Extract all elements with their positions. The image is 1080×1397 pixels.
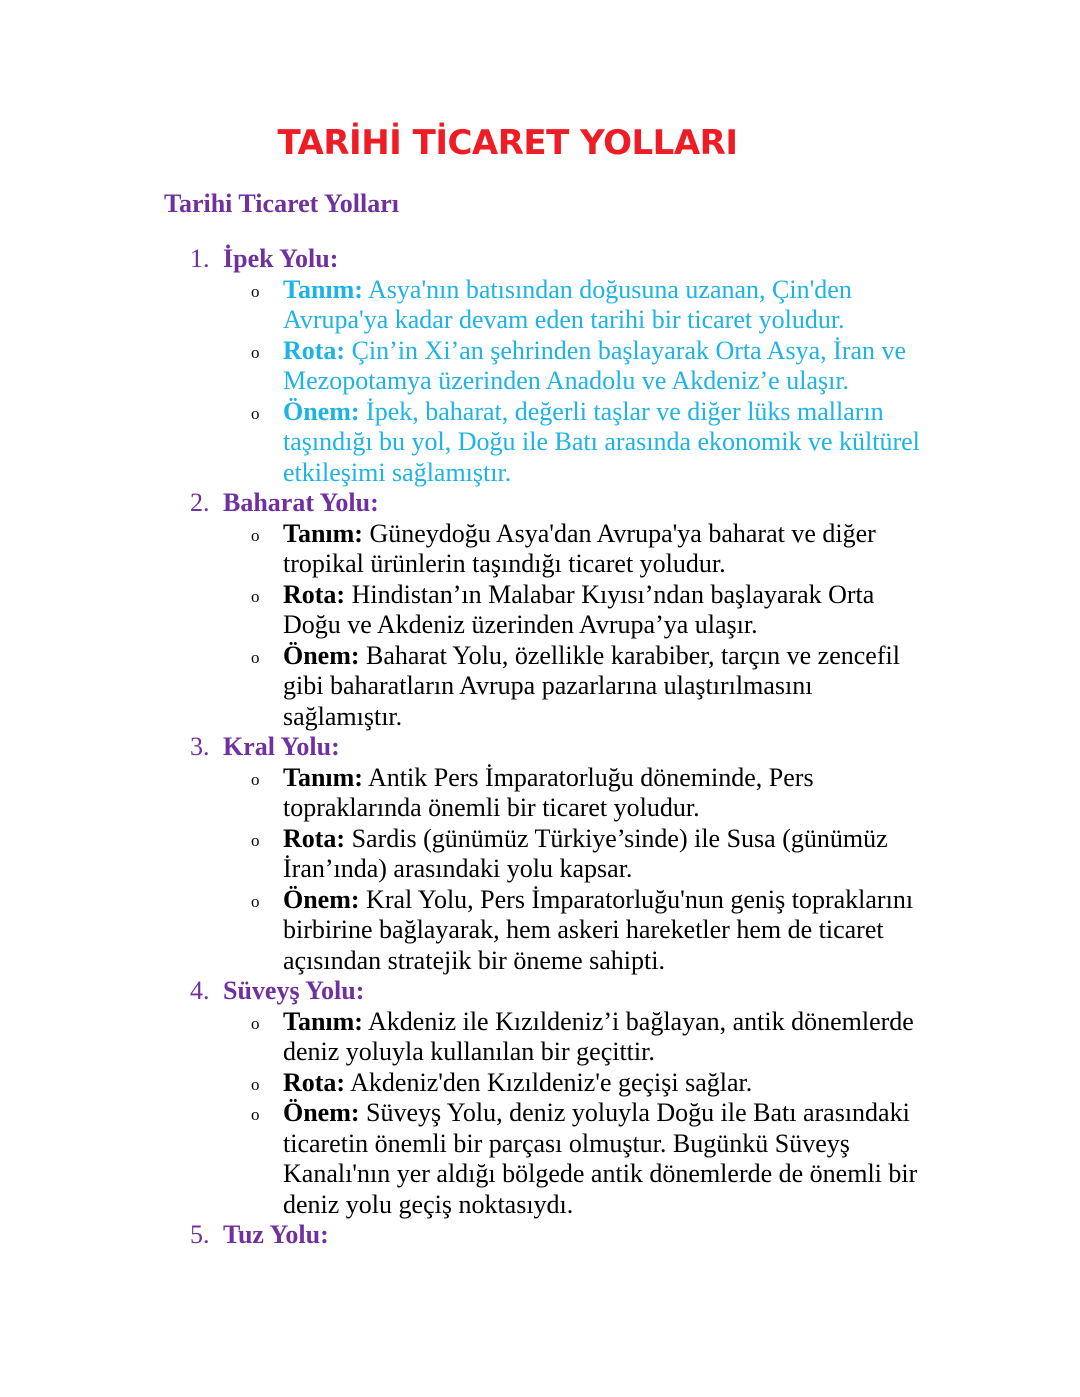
bullet-icon: o [251,586,260,606]
bullet-icon: o [251,342,260,362]
bullet-icon: o [251,647,260,667]
route-item [190,488,930,732]
detail-label: Önem: [283,640,360,670]
route-details [190,763,930,977]
detail-text: Baharat Yolu, özellikle karabiber, tarçın ve zencefil gibi baharatların Avrupa pazarlarına ulaştırılmasını sağlamıştır. [283,640,900,731]
bullet-icon: o [251,525,260,545]
detail-label: Rota: [283,335,346,365]
route-name: İpek Yolu: [223,244,339,273]
detail-text: Güneydoğu Asya'dan Avrupa'ya baharat ve diğer tropikal ürünlerin taşındığı ticaret yoludur. [283,518,876,578]
route-detail-importance [190,1098,930,1220]
route-name: Süveyş Yolu: [223,976,365,1005]
route-heading [190,976,930,1007]
detail-label: Tanım: [283,1006,363,1036]
route-item [190,244,930,488]
route-detail-definition [190,1007,930,1068]
detail-text: Asya'nın batısından doğusuna uzanan, Çin'den Avrupa'ya kadar devam eden tarihi bir ticaret yoludur. [283,274,852,334]
detail-text: Antik Pers İmparatorluğu döneminde, Pers topraklarında önemli bir ticaret yoludur. [283,762,814,822]
route-name: Tuz Yolu: [223,1220,329,1249]
trade-routes-list [190,244,930,1251]
route-detail-importance [190,641,930,733]
route-details [190,519,930,733]
route-number: 2. [190,488,210,517]
route-detail-importance [190,397,930,489]
route-number: 5. [190,1220,210,1249]
detail-text: Sardis (günümüz Türkiye’sinde) ile Susa (günümüz İran’ında) arasındaki yolu kapsar. [283,823,888,883]
bullet-icon: o [251,830,260,850]
route-item [190,732,930,976]
detail-text: Çin’in Xi’an şehrinden başlayarak Orta Asya, İran ve Mezopotamya üzerinden Anadolu ve Akdeniz’e ulaşır. [283,335,907,395]
detail-label: Tanım: [283,518,363,548]
bullet-icon: o [251,281,260,301]
bullet-icon: o [251,1074,260,1094]
route-detail-route [190,336,930,397]
route-number: 4. [190,976,210,1005]
detail-label: Rota: [283,823,346,853]
route-number: 3. [190,732,210,761]
detail-label: Önem: [283,1098,360,1127]
detail-text: İpek, baharat, değerli taşlar ve diğer lüks malların taşındığı bu yol, Doğu ile Batı arasında ekonomik ve kültürel etkileşimi sağlamıştır. [283,396,920,487]
detail-label: Tanım: [283,762,363,792]
route-heading [190,1220,930,1251]
detail-text: Hindistan’ın Malabar Kıyısı’ndan başlayarak Orta Doğu ve Akdeniz üzerinden Avrupa’ya ulaşır. [283,579,875,639]
detail-text: Süveyş Yolu, deniz yoluyla Doğu ile Batı arasındaki ticaretin önemli bir parçası olmuştur. Bugünkü Süveyş Kanalı'nın yer aldığı bölgede antik dönemlerde de önemli bir deniz yolu geçiş noktasıydı. [283,1098,918,1219]
section-title: Tarihi Ticaret Yolları [164,189,399,218]
route-name: Baharat Yolu: [223,488,379,517]
route-detail-definition [190,763,930,824]
detail-label: Rota: [283,579,346,609]
route-details [190,1007,930,1221]
route-name: Kral Yolu: [223,732,340,761]
detail-label: Önem: [283,884,360,914]
route-item [190,976,930,1220]
route-heading [190,488,930,519]
bullet-icon: o [251,891,260,911]
route-number: 1. [190,244,210,273]
route-details [190,275,930,489]
detail-text: Kral Yolu, Pers İmparatorluğu'nun geniş topraklarını birbirine bağlayarak, hem askeri hareketler hem de ticaret açısından stratejik bir öneme sahipti. [283,884,914,975]
bullet-icon: o [251,769,260,789]
detail-label: Tanım: [283,274,363,304]
document-title: TARİHİ TİCARET YOLLARI [277,123,738,163]
route-heading [190,244,930,275]
bullet-icon: o [251,1013,260,1033]
route-detail-route [190,580,930,641]
detail-text: Akdeniz'den Kızıldeniz'e geçişi sağlar. [345,1067,753,1097]
detail-text: Akdeniz ile Kızıldeniz’i bağlayan, antik dönemlerde deniz yoluyla kullanılan bir geçittir. [283,1006,914,1066]
route-heading [190,732,930,763]
bullet-icon: o [251,1105,260,1124]
route-detail-definition [190,275,930,336]
detail-label: Rota: [283,1067,346,1097]
detail-label: Önem: [283,396,360,426]
route-detail-route [190,1068,930,1099]
route-detail-importance [190,885,930,977]
route-item [190,1220,930,1251]
route-detail-route [190,824,930,885]
route-detail-definition [190,519,930,580]
bullet-icon: o [251,403,260,423]
